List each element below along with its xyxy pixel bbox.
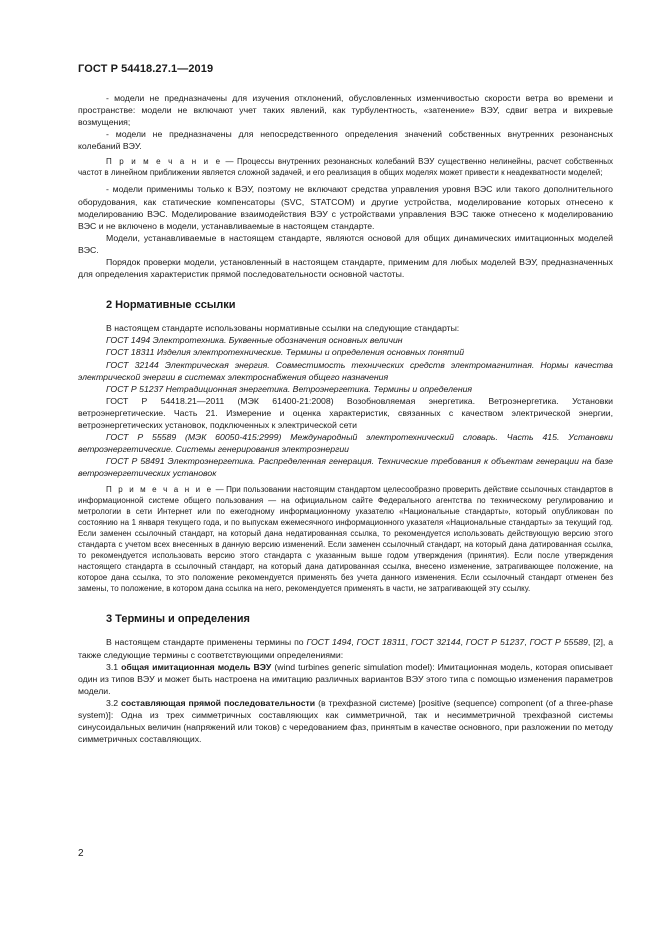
page-number: 2 — [78, 848, 84, 859]
term-definition — [78, 661, 613, 697]
reference-span: ГОСТ Р 51237 — [465, 637, 525, 648]
term-definition-text: (wind turbines generic simulation model): Имитационная модель, которая описывает один из типов ВЭУ и может быть настроена на имитацию различных вариантов ВЭУ этого типа с помощью изменения параметров модели. — [78, 661, 613, 696]
term-name: общая имитационная модель ВЭУ — [121, 661, 272, 672]
term-name: составляющая прямой последовательности — [121, 697, 316, 708]
reference-item: ГОСТ Р 55589 (МЭК 60050-415:2999) Международный электротехнический словарь. Часть 415. Установки ветроэнергетические. Системы генерирования электроэнергии — [78, 432, 613, 455]
reference-item: ГОСТ Р 51237 Нетрадиционная энергетика. Ветроэнергетика. Термины и определения — [106, 383, 473, 394]
term-number: 3.2 — [106, 697, 122, 708]
text-span: , — [405, 637, 411, 648]
section-heading: 2 Нормативные ссылки — [106, 299, 236, 312]
text-span: В настоящем стандарте применены термины по — [106, 637, 307, 648]
text-span: , — [351, 637, 357, 648]
paragraph: Модели, устанавливаемые в настоящем стандарте, являются основой для общих динамических имитационных моделей ВЭС. — [78, 232, 613, 255]
paragraph: - модели не предназначены для непосредственного определения значений собственных внутренних резонансных колебаний ВЭУ. — [78, 129, 613, 152]
note-label: П р и м е ч а н и е — [106, 157, 223, 167]
term-definition — [78, 697, 613, 745]
reference-span: ГОСТ 18311 — [356, 637, 406, 648]
reference-item: ГОСТ 32144 Электрическая энергия. Совместимость технических средств электромагнитная. Нормы качества электрической энергии в системах электроснабжения общего назначения — [78, 359, 613, 382]
note-text: — При пользовании настоящим стандартом целесообразно проверить действие ссылочных стандартов в информационной системе общего пользования — на официальном сайте Федерального агентства по техническому регулированию и метрологии в сети Интернет или по ежегодному информационному указателю «Национальные стандарты», который опубликован по состоянию на 1 января текущего года, и по выпускам ежемесячного информационного указателя «Национальные стандарты» за текущий год. Если заменен ссылочный стандарт, на который дана недатированная ссылка, то рекомендуется использовать действующую версию этого стандарта с учетом всех внесенных в данную версию изменений. Если заменен ссылочный стандарт, на который дана датированная ссылка, то рекомендуется использовать версию этого стандарта с указанным выше годом утверждения (принятия). Если после утверждения настоящего стандарта в ссылочный стандарт, на который дана датированная ссылка, внесено изменение, затрагивающее положение, на которое дана ссылка, то это положение рекомендуется применять без учета данного изменения. Если ссылочный стандарт отменен без замены, то положение, в котором дана ссылка на него, рекомендуется применять в части, не затрагивающей эту ссылку. — [78, 485, 613, 594]
reference-item: ГОСТ 18311 Изделия электротехнические. Термины и определения основных понятий — [106, 347, 465, 358]
reference-span: ГОСТ 32144 — [410, 637, 461, 648]
section-heading: 3 Термины и определения — [106, 613, 250, 626]
term-definition-text: (в трехфазной системе) [positive (sequence) component (of a three-phase system)]: Одна из трех симметричных составляющих как симметричной, так и несимметричной трехфазной системы синусоидальных величин (напряжений или токов) с чередованием фаз, принятым в качестве основного, при разложении по методу симметричных составляющих. — [78, 697, 613, 745]
text-span: , [2], а также следующие термины с соответствующими определениями: — [78, 637, 614, 660]
paragraph — [78, 636, 613, 660]
term-number: 3.1 — [106, 661, 122, 672]
paragraph: - модели не предназначены для изучения отклонений, обусловленных изменчивостью скорости ветра во времени и пространстве: модели не включают учет таких явлений, как турбулентность, «затенение» ВЭУ, сдвиг ветра и вихревые возмущения; — [78, 93, 613, 128]
reference-span: ГОСТ Р 55589 — [529, 637, 588, 648]
paragraph: - модели применимы только к ВЭУ, поэтому не включают средства управления уровня ВЭС или такого дополнительного оборудования, как статические компенсаторы (SVC, STATCOM) и другие устройства, моделирование которых отнесено к моделированию ВЭС. Моделирование взаимодействия ВЭУ с устройствами управления ВЭС также отнесено к моделированию ВЭС и не включено в модели, устанавливаемые в настоящем стандарте. — [78, 184, 613, 231]
reference-item: ГОСТ Р 58491 Электроэнергетика. Распределенная генерация. Технические требования к объектам генерации на базе ветроэнергетических установок — [78, 456, 613, 479]
reference-item: ГОСТ Р 54418.21—2011 (МЭК 61400-21:2008) Возобновляемая энергетика. Ветроэнергетика. Установки ветроэнергетические. Часть 21. Измерение и оценка характеристик, связанных с качеством электрической энергии, ветроэнергетических установок, подключенных к электрической сети — [78, 395, 613, 430]
reference-item: ГОСТ 1494 Электротехника. Буквенные обозначения основных величин — [106, 335, 403, 346]
text-span: , — [524, 637, 530, 648]
note-label: П р и м е ч а н и е — [106, 485, 214, 495]
note — [78, 484, 613, 594]
document-body — [78, 92, 613, 745]
paragraph: Порядок проверки модели, установленный в настоящем стандарте, применим для любых моделей ВЭУ, предназначенных для определения характеристик прямой последовательности основной частоты. — [78, 257, 613, 280]
paragraph: В настоящем стандарте использованы нормативные ссылки на следующие стандарты: — [106, 323, 460, 334]
note — [78, 156, 613, 178]
reference-span: ГОСТ 1494 — [306, 637, 352, 648]
text-span: , — [460, 637, 466, 648]
note-text: — Процессы внутренних резонансных колебаний ВЭУ существенно нелинейны, расчет собственных частот в линейном приближении является сложной задачей, и его реализация в общих моделях может привести к неадекватности моделей; — [78, 157, 613, 178]
document-header: ГОСТ Р 54418.27.1—2019 — [78, 63, 214, 75]
